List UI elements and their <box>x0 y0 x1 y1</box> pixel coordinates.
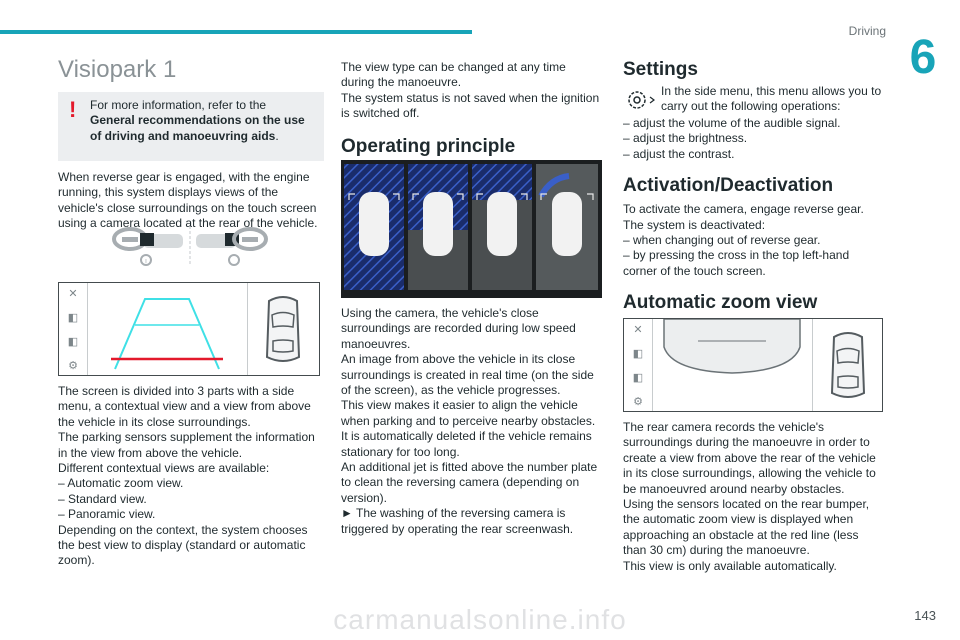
section-heading: Operating principle <box>341 135 516 157</box>
text-line: surroundings are recorded during low speed <box>341 321 576 336</box>
gear-icon: ⚙ <box>633 396 643 408</box>
text-line: to clean the reversing camera (depending on <box>341 475 580 490</box>
note-line: For more information, refer to the <box>90 98 267 112</box>
camera-screen-illustration <box>58 282 320 376</box>
sensor-icon: ◧ <box>67 312 79 324</box>
contextual-view <box>87 283 247 375</box>
column-3-body <box>623 420 893 574</box>
text-line: the vehicle in its close surroundings. <box>58 414 251 429</box>
text-line: the automatic zoom view is displayed when <box>623 512 854 527</box>
chapter-number: 6 <box>909 31 937 84</box>
steering-wheel-icon <box>114 229 183 265</box>
text-line: This view makes it easier to align the vehicle <box>341 398 578 413</box>
gear-icon: ⚙ <box>68 360 78 372</box>
text-line: The system is deactivated: <box>623 217 766 232</box>
text-line: This view is only available automatically. <box>623 558 837 573</box>
svg-text:ı: ı <box>145 257 147 265</box>
text-line: using a camera located at the rear of the vehicle. <box>58 216 318 231</box>
text-line: When reverse gear is engaged, with the engine <box>58 170 310 184</box>
info-note <box>58 92 324 161</box>
close-icon: ✕ <box>68 288 78 300</box>
text-line: The system status is not saved when the ignition <box>341 90 600 105</box>
text-line: The screen is divided into 3 parts with a side <box>58 384 295 398</box>
text-line: manoeuvres. <box>341 336 411 351</box>
note-bold-text: General recommendations on the use of driving and manoeuvring aids <box>90 113 305 143</box>
divider <box>812 319 813 411</box>
list-item: – Standard view. <box>58 491 147 506</box>
text-line: Depending on the context, the system chooses <box>58 522 308 537</box>
sensor-icon: ◧ <box>67 336 79 348</box>
frame-3 <box>472 164 532 290</box>
text-line: An additional jet is fitted above the number plate <box>341 460 598 475</box>
text-line: It is automatically deleted if the vehicle remains <box>341 429 592 444</box>
page-title: Visiopark 1 <box>58 56 177 83</box>
text-line: An image from above the vehicle in its close <box>341 352 576 367</box>
activation-paragraph <box>623 202 893 279</box>
column-1-body <box>58 384 324 569</box>
text-line: triggered by operating the rear screenwash. <box>341 521 574 536</box>
watermark: carmanualsonline.info <box>333 604 627 635</box>
operating-principle-illustration <box>341 160 602 298</box>
text-line: ► The washing of the reversing camera is <box>341 506 566 521</box>
close-icon: ✕ <box>633 324 643 336</box>
settings-heading: Settings <box>623 59 698 80</box>
text-line: version). <box>341 490 388 505</box>
list-item: – by pressing the cross in the top left-hand <box>623 248 850 263</box>
side-menu <box>624 319 653 411</box>
zoomed-rear-view <box>652 319 812 411</box>
text-line: Different contextual views are available: <box>58 461 270 476</box>
page-number: 143 <box>914 608 936 623</box>
text-line: during the manoeuvre. <box>341 75 462 90</box>
text-line: Using the camera, the vehicle's close <box>341 306 539 320</box>
text-line: corner of the touch screen. <box>623 263 766 278</box>
frame-2 <box>408 164 468 290</box>
text-line: In the side menu, this menu allows you to <box>661 84 882 98</box>
text-line: of the screen), as the vehicle progresses. <box>341 383 561 398</box>
text-line: when parking and to perceive nearby obstacles. <box>341 413 596 428</box>
text-line: surroundings during the manoeuvre in order to <box>623 435 870 450</box>
text-line: vehicle's close surroundings on the touch screen <box>58 200 317 215</box>
warning-exclamation-icon: ! <box>69 97 77 122</box>
divider <box>247 283 248 375</box>
list-item: – adjust the brightness. <box>623 131 748 146</box>
text-line: in the view from above the vehicle. <box>58 445 243 460</box>
dashboard-illustration <box>110 224 274 270</box>
text-line: be manoeuvred around nearby obstacles. <box>623 481 845 496</box>
text-line: stationary for too long. <box>341 444 460 459</box>
gear-icon <box>623 87 657 113</box>
text-line: The view type can be changed at any time <box>341 60 566 74</box>
column-1 <box>58 56 324 232</box>
text-line: The parking sensors supplement the information <box>58 430 315 445</box>
column-3 <box>623 58 893 315</box>
text-line: The rear camera records the vehicle's <box>623 420 825 434</box>
text-line: menu, a contextual view and a view from above <box>58 399 311 414</box>
list-item: – adjust the contrast. <box>623 146 735 161</box>
list-item: – Automatic zoom view. <box>58 476 184 491</box>
frame-1 <box>344 164 404 290</box>
text-line: running, this system displays views of the <box>58 185 279 200</box>
side-menu <box>59 283 88 375</box>
text-line: the best view to display (standard or automatic <box>58 538 306 553</box>
zoom-screen-illustration <box>623 318 883 412</box>
section-name: Driving <box>848 24 886 38</box>
text-line: To activate the camera, engage reverse gear. <box>623 202 864 217</box>
zoom-heading: Automatic zoom view <box>623 292 818 314</box>
car-topview-icon <box>255 293 311 365</box>
intro-paragraph <box>58 170 324 232</box>
text-line: zoom). <box>58 553 95 568</box>
steering-wheel-icon <box>196 229 266 265</box>
text-line: is switched off. <box>341 106 420 121</box>
note-end: . <box>275 128 279 143</box>
text-line: approaching an obstacle at the red line (less <box>623 527 859 542</box>
accent-bar <box>0 30 472 34</box>
column-2-body <box>341 306 611 537</box>
activation-heading: Activation/Deactivation <box>623 175 834 197</box>
text-line: carry out the following operations: <box>661 99 841 114</box>
sensor-icon: ◧ <box>632 372 644 384</box>
text-line: in its close surroundings, allowing the vehicle to <box>623 466 876 481</box>
list-item: – adjust the volume of the audible signal. <box>623 116 841 130</box>
sensor-icon: ◧ <box>632 348 644 360</box>
text-line: than 30 cm) during the manoeuvre. <box>623 543 810 558</box>
column-2 <box>341 60 611 159</box>
list-item: – when changing out of reverse gear. <box>623 233 821 248</box>
settings-intro <box>623 84 893 116</box>
note-text <box>90 98 316 144</box>
text-line: Using the sensors located on the rear bumper, <box>623 497 870 512</box>
car-topview-icon <box>820 329 876 401</box>
text-line: create a view from above the rear of the vehicle <box>623 450 876 465</box>
text-line: surroundings is created in real time (on the side <box>341 367 594 382</box>
list-item: – Panoramic view. <box>58 507 156 522</box>
frame-4 <box>536 164 598 290</box>
